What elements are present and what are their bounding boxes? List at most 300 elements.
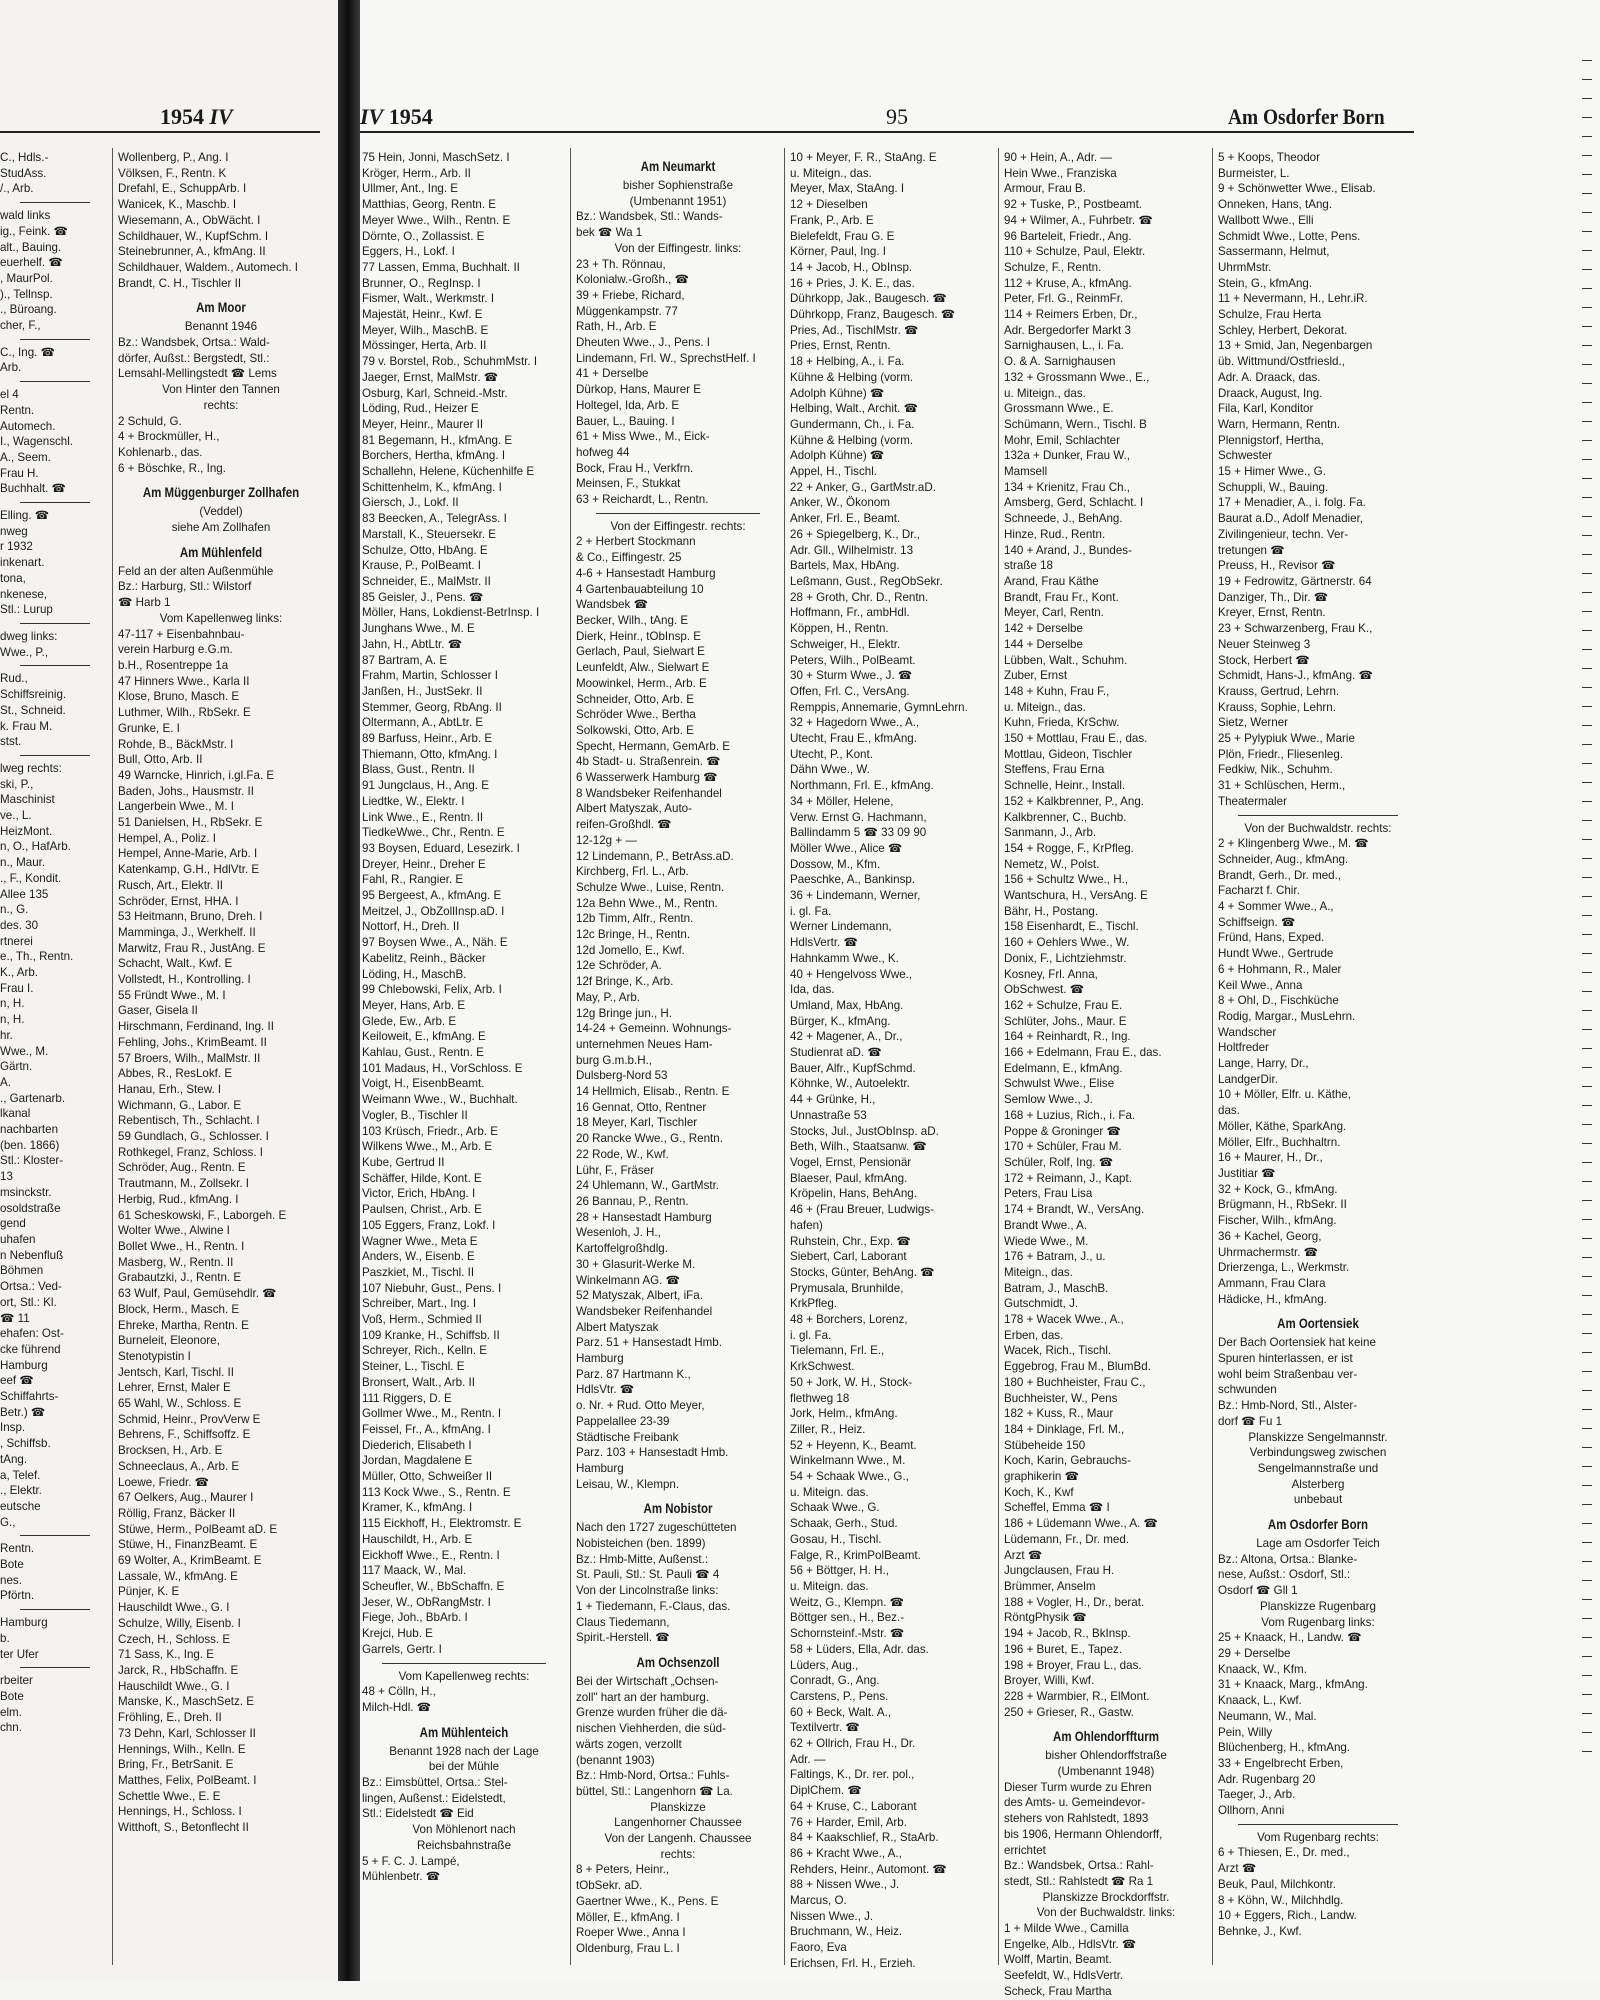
directory-entry: Bei der Wirtschaft „Ochsen- (576, 1674, 719, 1688)
ruler-tick (1582, 801, 1592, 820)
directory-entry: chn. (0, 1721, 22, 1735)
directory-entry: Bz.: Wandsbek, Ortsa.: Wald- (118, 336, 270, 350)
directory-entry: Stenotypistin I (118, 1349, 191, 1363)
directory-entry: tretungen ☎ (1218, 543, 1285, 557)
directory-entry: Schmid, Heinr., ProvVerw E (118, 1412, 261, 1426)
section-rule (382, 1663, 546, 1664)
street-note: rechts: (660, 1847, 696, 1861)
directory-entry: cke führend (0, 1342, 61, 1356)
right-column-divider-1 (570, 148, 571, 1965)
directory-entry: DiplChem. ☎ (790, 1784, 862, 1798)
directory-entry: Brandt, Gerh., Dr. med., (1218, 868, 1342, 882)
directory-entry: 95 Bergeest, A., kfmAng. E (362, 889, 502, 903)
directory-entry: Dieser Turm wurde zu Ehren (1004, 1780, 1152, 1794)
directory-entry: Rohde, B., BäckMstr. I (118, 737, 234, 751)
street-note: Lage am Osdorfer Teich (1256, 1537, 1380, 1551)
right-volume: IV (360, 104, 384, 129)
directory-entry: Hanau, Erh., Stew. I (118, 1082, 222, 1096)
directory-entry: Neuer Steinweg 3 (1218, 637, 1311, 651)
directory-entry: Miteign., das. (1004, 1265, 1073, 1279)
directory-entry: 184 + Dinklage, Frl. M., (1004, 1422, 1125, 1436)
street-note: Planskizze Rugenbarg (1259, 1599, 1376, 1613)
directory-entry: Schneider, Aug., kfmAng. (1218, 852, 1349, 866)
directory-entry: Milch-Hdl. ☎ (362, 1700, 432, 1714)
directory-entry: HeizMont. (0, 824, 53, 838)
street-note: siehe Am Zollhafen (171, 521, 271, 535)
directory-entry: Northmann, Frl. E., kfmAng. (790, 779, 934, 793)
directory-entry: 55 Fründt Wwe., M. I (118, 988, 226, 1002)
directory-entry: Appel, H., Tischl. (790, 465, 877, 479)
directory-entry: Wwe., P., (0, 645, 49, 659)
directory-entry: 86 + Kracht Wwe., A., (790, 1846, 902, 1860)
directory-entry: Drefahl, E., SchuppArb. I (118, 182, 247, 196)
directory-entry: Steiner, L., Tischl. E (362, 1360, 465, 1374)
directory-entry: Schüler, Rolf, Ing. ☎ (1004, 1156, 1114, 1169)
directory-entry: Nottorf, H., Dreh. II (362, 920, 460, 934)
directory-entry: Bz.: Wandsbek, Ortsa.: Rahl- (1004, 1859, 1154, 1873)
directory-entry: 47-117 + Eisenbahnbau- (118, 627, 245, 641)
directory-entry: Bähr, H., Postang. (1004, 904, 1099, 918)
directory-entry: Bartels, Max, HbAng. (790, 559, 900, 573)
directory-entry: Conradt, G., Ang. (790, 1674, 880, 1688)
ruler-tick (1582, 1086, 1592, 1105)
directory-entry: Hirschmann, Ferdinand, Ing. II (118, 1020, 274, 1034)
directory-entry: 2 Schuld, G. (118, 414, 182, 428)
directory-entry: Danziger, Th., Dir. ☎ (1218, 590, 1329, 604)
directory-entry: Erben, das. (1004, 1328, 1064, 1342)
directory-entry: Schwulst Wwe., Elise (1004, 1077, 1115, 1091)
directory-entry: Mohr, Emil, Schlachter (1004, 433, 1120, 447)
directory-entry: Meinsen, F., Stukkat (576, 477, 681, 491)
directory-entry: Hamburg (576, 1352, 624, 1366)
directory-entry: Fiege, Joh., BbArb. I (362, 1611, 468, 1625)
directory-entry: Der Bach Oortensiek hat keine (1218, 1336, 1376, 1350)
directory-entry: Anker, Frl. E., Beamt. (790, 512, 901, 526)
directory-entry: Baden, Johs., Hausmstr. II (118, 784, 254, 798)
directory-entry: Hauschildt Wwe., G. I (118, 1601, 230, 1615)
directory-entry: msinckstr. (0, 1185, 52, 1199)
directory-entry: A. (0, 1075, 11, 1089)
ruler-tick (1582, 858, 1592, 877)
directory-entry: Janßen, H., JustSekr. II (362, 684, 483, 698)
ruler-tick (1582, 497, 1592, 516)
directory-entry: 11 + Nevermann, H., Lehr.iR. (1218, 292, 1368, 306)
directory-entry: dweg links: (0, 629, 58, 643)
directory-entry: 97 Boysen Wwe., A., Näh. E (362, 936, 508, 950)
directory-entry: 32 + Kock, G., kfmAng. (1218, 1182, 1338, 1196)
right-column-2 (576, 150, 780, 1957)
ruler-tick (1582, 421, 1592, 440)
directory-entry: hofweg 44 (576, 445, 630, 459)
directory-entry: 168 + Luzius, Rich., i. Fa. (1004, 1108, 1136, 1122)
directory-entry: o. Nr. + Rud. Otto Meyer, (576, 1399, 705, 1413)
directory-entry: Lemsahl-Mellingstedt ☎ Lems (118, 367, 277, 381)
street-heading: Am Ohlendorffturm (1053, 1728, 1159, 1745)
ruler-tick (1582, 516, 1592, 535)
directory-entry: A., Seem. (0, 450, 51, 464)
directory-entry: Brügmann, H., RbSekr. II (1218, 1198, 1347, 1212)
directory-entry: Beuk, Paul, Milchkontr. (1218, 1877, 1336, 1891)
directory-entry: Schneider, Otto, Arb. E (576, 692, 694, 706)
directory-entry: Fila, Karl, Konditor (1218, 402, 1314, 416)
directory-entry: das. (1218, 1104, 1240, 1118)
directory-entry: errichtet (1004, 1843, 1046, 1857)
directory-entry: Loewe, Friedr. ☎ (118, 1475, 210, 1489)
directory-entry: Moowinkel, Herm., Arb. E (576, 676, 707, 690)
directory-entry: 62 + Ollrich, Frau H., Dr. (790, 1737, 916, 1751)
ruler-tick (1582, 117, 1592, 136)
ruler-tick (1582, 288, 1592, 307)
directory-entry: Rodig, Margar., MusLehrn. (1218, 1009, 1356, 1023)
directory-entry: schwunden (1218, 1383, 1277, 1397)
left-column-divider (112, 148, 113, 1965)
ruler-tick (1582, 136, 1592, 155)
ruler-tick (1582, 250, 1592, 269)
directory-entry: k. Frau M. (0, 719, 53, 733)
directory-entry: Pries, Ad., TischlMstr. ☎ (790, 323, 919, 337)
directory-entry: Blüchenberg, H., kfmAng. (1218, 1741, 1351, 1755)
directory-entry: ter Ufer (0, 1647, 39, 1661)
directory-entry: 6 + Hohmann, R., Maler (1218, 962, 1342, 976)
directory-entry: 152 + Kalkbrenner, P., Ang. (1004, 794, 1144, 808)
directory-entry: 25 + Knaack, H., Landw. ☎ (1218, 1631, 1362, 1645)
directory-entry: Remppis, Annemarie, GymnLehrn. (790, 700, 968, 714)
ruler-tick (1582, 1599, 1592, 1618)
directory-entry: LandgerDir. (1218, 1072, 1278, 1086)
directory-entry: Faltings, K., Dr. rer. pol., (790, 1768, 915, 1782)
directory-entry: KrkPfleg. (790, 1297, 838, 1311)
directory-entry: Link Wwe., E., Rentn. II (362, 810, 484, 824)
directory-entry: Peters, Frau Lisa (1004, 1187, 1093, 1201)
street-heading: Am Oortensiek (1277, 1315, 1359, 1332)
ruler-tick (1582, 1200, 1592, 1219)
directory-entry: Schneede, J., BehAng. (1004, 512, 1123, 526)
directory-entry: Oltermann, A., AbtLtr. E (362, 716, 484, 730)
ruler-tick (1582, 1390, 1592, 1409)
directory-entry: Meyer, Heinr., Maurer II (362, 417, 484, 431)
directory-entry: Stl.: Eidelstedt ☎ Eid (362, 1807, 474, 1821)
directory-entry: Bronsert, Walt., Arb. II (362, 1375, 475, 1389)
ruler-tick (1582, 1561, 1592, 1580)
directory-entry: 140 + Arand, J., Bundes- (1004, 543, 1132, 557)
directory-entry: Bz.: Hmb-Nord, Ortsa.: Fuhls- (576, 1769, 730, 1783)
directory-entry: 19 + Fedrowitz, Gärtnerstr. 64 (1218, 574, 1372, 588)
directory-entry: Körner, Paul, Ing. I (790, 245, 887, 259)
directory-entry: 10 + Eggers, Rich., Landw. (1218, 1909, 1357, 1923)
street-note: unbebaut (1293, 1493, 1343, 1507)
directory-entry: 107 Niebuhr, Gust., Pens. I (362, 1281, 502, 1295)
directory-entry: Carstens, P., Pens. (790, 1689, 889, 1703)
directory-entry: Anders, W., Eisenb. E (362, 1250, 475, 1264)
directory-entry: Schulze, Frau Herta (1218, 308, 1322, 322)
directory-entry: 13 + Smid, Jan, Negenbargen (1218, 339, 1373, 353)
left-page-header (160, 104, 233, 130)
directory-entry: Hein Wwe., Franziska (1004, 166, 1117, 180)
directory-entry: 32 + Hagedorn Wwe., A., (790, 716, 920, 730)
ruler-tick (1582, 896, 1592, 915)
directory-entry: Paeschke, A., Bankinsp. (790, 873, 916, 887)
directory-entry: nese, Außst.: Osdorf, Stl.: (1218, 1568, 1351, 1582)
directory-entry: Kühne & Helbing (vorm. (790, 433, 914, 447)
directory-entry: Mamminga, J., Werkhelf. II (118, 925, 256, 939)
directory-entry: 12g Bringe jun., H. (576, 1006, 673, 1020)
directory-entry: Holtfreder (1218, 1041, 1269, 1055)
directory-entry: Fahl, R., Rangier. E (362, 873, 464, 887)
directory-entry: n Nebenfluß (0, 1248, 64, 1262)
directory-entry: Kabelitz, Reinh., Bäcker (362, 951, 486, 965)
directory-entry: Fismer, Walt., Werkmstr. I (362, 292, 495, 306)
directory-entry: Spuren hinterlassen, er ist (1218, 1352, 1353, 1366)
directory-entry: Herbig, Rud., kfmAng. I (118, 1192, 239, 1206)
directory-entry: Wacek, Rich., Tischl. (1004, 1344, 1112, 1358)
right-column-4 (1004, 150, 1208, 2000)
directory-entry: 92 + Tuske, P., Postbeamt. (1004, 198, 1143, 212)
directory-entry: Klose, Bruno, Masch. E (118, 690, 240, 704)
directory-entry: 31 + Schlüschen, Herm., (1218, 779, 1346, 793)
directory-entry: Offen, Frl. C., VersAng. (790, 684, 910, 698)
ruler-tick (1582, 1428, 1592, 1447)
directory-entry: Hempel, Anne-Marie, Arb. I (118, 847, 258, 861)
directory-entry: Nemetz, W., Polst. (1004, 857, 1100, 871)
ruler-tick (1582, 1618, 1592, 1637)
directory-entry: Glede, Ew., Arb. E (362, 1014, 457, 1028)
ruler-tick (1582, 1409, 1592, 1428)
directory-entry: Böhmen (0, 1264, 44, 1278)
directory-entry: tAng. (0, 1452, 28, 1466)
directory-entry: Schildhauer, Waldem., Automech. I (118, 260, 299, 274)
directory-entry: 4 Gartenbauabteilung 10 (576, 582, 704, 596)
directory-entry: Uhrmachermstr. ☎ (1218, 1245, 1319, 1259)
directory-entry: lweg rechts: (0, 761, 62, 775)
directory-entry: Trautmann, M., Zollsekr. I (118, 1177, 250, 1191)
directory-entry: Ortsa.: Ved- (0, 1280, 62, 1294)
directory-entry: Broyer, Willi, Kwf. (1004, 1674, 1095, 1688)
directory-entry: Brandt Wwe., A. (1004, 1218, 1088, 1232)
directory-entry: Lange, Harry, Dr., (1218, 1057, 1309, 1071)
directory-entry: Rehders, Heinr., Automont. ☎ (790, 1862, 947, 1876)
directory-entry: Albert Matyszak, Auto- (576, 802, 692, 816)
right-page-header-left (360, 104, 433, 130)
street-note: Planskizze (650, 1800, 706, 1814)
ruler-tick (1582, 1181, 1592, 1200)
street-note: (Umbenannt 1948) (1057, 1765, 1155, 1779)
ruler-tick (1582, 212, 1592, 231)
directory-entry: 6 Wasserwerk Hamburg ☎ (576, 771, 718, 785)
directory-entry: Adr. — (790, 1752, 826, 1766)
directory-entry: Semlow Wwe., J. (1004, 1093, 1093, 1107)
section-rule (20, 665, 90, 666)
directory-entry: 115 Eickhoff, H., Elektromstr. E (362, 1517, 522, 1531)
directory-entry: KrkSchwest. (790, 1360, 855, 1374)
directory-entry: Wesenloh, J. H., (576, 1226, 661, 1240)
directory-entry: 4 + Sommer Wwe., A., (1218, 900, 1334, 914)
directory-entry: 8 + Ohl, D., Fischküche (1218, 994, 1339, 1008)
directory-entry: Bz.: Hmb-Mitte, Außenst.: (576, 1552, 709, 1566)
directory-entry: Pünjer, K. E (118, 1585, 180, 1599)
directory-entry: e., Th., Rentn. (0, 950, 74, 964)
directory-entry: ski, P., (0, 777, 34, 791)
directory-entry: 194 + Jacob, R., BkInsp. (1004, 1627, 1131, 1641)
directory-entry: Lüders, Aug., (790, 1658, 859, 1672)
directory-entry: Dörnte, O., Zollassist. E (362, 229, 485, 243)
directory-entry: 4 + Brockmüller, H., (118, 430, 220, 444)
street-note: Benannt 1928 nach der Lage (389, 1744, 539, 1758)
directory-entry: C., Ing. ☎ (0, 345, 56, 359)
directory-entry: ve., L. (0, 809, 32, 823)
directory-entry: büttel, Stl.: Langenhorn ☎ La. (576, 1784, 733, 1798)
directory-entry: gend (0, 1217, 26, 1231)
directory-entry: Wolff, Martin, Beamt. (1004, 1953, 1112, 1967)
directory-entry: Stocks, Günter, BehAng. ☎ (790, 1265, 935, 1279)
directory-entry: Jarck, R., HbSchaffn. E (118, 1663, 239, 1677)
directory-entry: 160 + Oehlers Wwe., W. (1004, 936, 1130, 950)
directory-entry: 28 + Groth, Chr. D., Rentn. (790, 590, 929, 604)
directory-entry: Neumann, W., Mal. (1218, 1709, 1317, 1723)
ruler-tick (1582, 155, 1592, 174)
directory-entry: reifen-Großhdl. ☎ (576, 818, 672, 832)
directory-entry: Frau I. (0, 981, 34, 995)
directory-entry: Ullmer, Ant., Ing. E (362, 182, 459, 196)
directory-entry: 164 + Reinhardt, R., Ing. (1004, 1030, 1131, 1044)
directory-entry: Nobisteichen (ben. 1899) (576, 1537, 706, 1551)
directory-entry: 148 + Kuhn, Frau F., (1004, 684, 1110, 698)
directory-entry: Wiede Wwe., M. (1004, 1234, 1089, 1248)
directory-entry: Seefeldt, W., HdlsVertr. (1004, 1969, 1124, 1983)
directory-entry: Maschinist (0, 793, 55, 807)
ruler-tick (1582, 79, 1592, 98)
directory-entry: 61 Scheskowski, F., Laborgeh. E (118, 1208, 287, 1222)
directory-entry: dörfer, Außst.: Bergstedt, Stl.: (118, 351, 270, 365)
directory-entry: 103 Krüsch, Friedr., Arb. E (362, 1124, 498, 1138)
directory-entry: 48 + Borchers, Lorenz, (790, 1313, 908, 1327)
directory-entry: 36 + Kachel, Georg, (1218, 1229, 1322, 1243)
directory-entry: Nach den 1727 zugeschütteten (576, 1521, 737, 1535)
directory-entry: Wanicek, K., Maschb. I (118, 198, 237, 212)
directory-entry: Osburg, Karl, Schneid.-Mstr. (362, 386, 508, 400)
directory-entry: St. Pauli, Stl.: St. Pauli ☎ 4 (576, 1568, 720, 1582)
directory-entry: Adr. Rugenbarg 20 (1218, 1772, 1316, 1786)
directory-entry: RöntgPhysik ☎ (1004, 1611, 1087, 1625)
section-rule (20, 755, 90, 756)
directory-entry: Brunner, O., RegInsp. I (362, 276, 481, 290)
directory-entry: alt., Bauing. (0, 240, 62, 254)
ruler-tick (1582, 649, 1592, 668)
directory-entry: 94 + Wilmer, A., Fuhrbetr. ☎ (1004, 213, 1153, 227)
directory-entry: Grabautzki, J., Rentn. E (118, 1271, 242, 1285)
directory-entry: 15 + Himer Wwe., G. (1218, 465, 1326, 479)
directory-entry: Holtegel, Ida, Arb. E (576, 398, 680, 412)
street-note: Von Hinter den Tannen (162, 383, 280, 397)
directory-entry: Koch, Karin, Gebrauchs- (1004, 1454, 1131, 1468)
directory-entry: Koch, K., Kwf (1004, 1485, 1074, 1499)
directory-entry: Donix, F., Lichtziehmstr. (1004, 951, 1127, 965)
directory-entry: Bauer, Alfr., KupfSchmd. (790, 1061, 916, 1075)
directory-entry: Peters, Wilh., PolBeamt. (790, 653, 916, 667)
ruler-tick (1582, 1504, 1592, 1523)
directory-entry: rtnerei (0, 934, 33, 948)
directory-entry: 150 + Mottlau, Frau E., das. (1004, 732, 1148, 746)
directory-entry: Studienrat aD. ☎ (790, 1046, 882, 1060)
directory-entry: Scheufler, W., BbSchaffn. E (362, 1579, 505, 1593)
directory-entry: 142 + Derselbe (1004, 622, 1083, 636)
directory-entry: 4-6 + Hansestadt Hamburg (576, 566, 716, 580)
ruler-tick (1582, 573, 1592, 592)
directory-entry: cher, F., (0, 319, 41, 333)
ruler-tick (1582, 953, 1592, 972)
street-heading: Am Moor (196, 299, 246, 316)
directory-entry: Blass, Gust., Rentn. II (362, 763, 475, 777)
directory-entry: Gundermann, Ch., i. Fa. (790, 417, 915, 431)
directory-entry: Kreyer, Ernst, Rentn. (1218, 606, 1326, 620)
ruler-tick (1582, 1485, 1592, 1504)
directory-entry: 14-24 + Gemeinn. Wohnungs- (576, 1022, 732, 1036)
directory-entry: Adr. Gll., Wilhelmistr. 13 (790, 543, 914, 557)
directory-entry: Rothkegel, Franz, Schloss. I (118, 1145, 263, 1159)
directory-entry: Leßmann, Gust., RegObSekr. (790, 574, 943, 588)
directory-entry: Luthmer, Wilh., RbSekr. E (118, 706, 251, 720)
directory-entry: Eggers, H., Lokf. I (362, 245, 455, 259)
directory-entry: I., Wagenschl. (0, 435, 74, 449)
street-heading: Am Müggenburger Zollhafen (142, 484, 300, 501)
left-volume: IV (209, 104, 233, 129)
directory-entry: St., Schneid. (0, 703, 66, 717)
directory-entry: 48 + Cölln, H., (362, 1685, 436, 1699)
directory-entry: 39 + Friebe, Richard, (576, 288, 685, 302)
ruler-tick (1582, 1143, 1592, 1162)
directory-entry: Hamburg (0, 1616, 48, 1630)
directory-entry: elm. (0, 1705, 22, 1719)
directory-entry: Kolonialw.-Großh., ☎ (576, 273, 690, 287)
directory-entry: Matthes, Felix, PolBeamt. I (118, 1773, 257, 1787)
directory-entry: Bruchmann, W., Heiz. (790, 1925, 903, 1939)
directory-entry: Claus Tiedemann, (576, 1615, 670, 1629)
directory-entry: Möller, Elfr., Buchhaltrn. (1218, 1135, 1341, 1149)
directory-entry: Vogel, Ernst, Pensionär (790, 1156, 912, 1169)
directory-entry: Sassermann, Helmut, (1218, 245, 1330, 259)
ruler-tick (1582, 611, 1592, 630)
directory-entry: Bz.: Hmb-Nord, Stl., Alster- (1218, 1399, 1358, 1413)
directory-entry: Ida, das. (790, 983, 835, 997)
street-heading: Am Mühlenteich (419, 1723, 509, 1740)
directory-entry: Schuppli, W., Bauing. (1218, 480, 1329, 494)
directory-entry: 17 + Menadier, A., i. folg. Fa. (1218, 496, 1366, 510)
ruler-tick (1582, 1162, 1592, 1181)
directory-entry: 69 Wolter, A., KrimBeamt. E (118, 1554, 262, 1568)
directory-entry: 132 + Grossmann Wwe., E., (1004, 370, 1150, 384)
directory-entry: Städtische Freibank (576, 1430, 679, 1444)
ruler-tick (1582, 630, 1592, 649)
directory-entry: Preuss, H., Revisor ☎ (1218, 559, 1336, 573)
directory-entry: nweg (0, 524, 28, 538)
directory-entry: 57 Broers, Wilh., MalMstr. II (118, 1051, 261, 1065)
directory-entry: Jordan, Magdalene E (362, 1454, 473, 1468)
ruler-tick (1582, 193, 1592, 212)
page-number: 95 (886, 104, 908, 129)
directory-entry: 110 + Schulze, Paul, Elektr. (1004, 245, 1146, 259)
directory-entry: Hauschildt, H., Arb. E (362, 1532, 473, 1546)
directory-entry: Schümann, Wern., Tischl. B (1004, 417, 1147, 431)
directory-entry: Fröhling, E., Dreh. II (118, 1711, 222, 1725)
directory-entry: 182 + Kuss, R., Maur (1004, 1407, 1114, 1421)
directory-entry: Wandscher (1218, 1025, 1277, 1039)
ruler-tick (1582, 478, 1592, 497)
directory-entry: Dheuten Wwe., J., Pens. I (576, 336, 711, 350)
ruler-tick (1582, 1656, 1592, 1675)
directory-entry: 81 Begemann, H., kfmAng. E (362, 433, 513, 447)
directory-entry: 87 Bartram, A. E (362, 653, 448, 667)
directory-entry: u. Miteign., das. (1004, 386, 1086, 400)
directory-entry: Elling. ☎ (0, 509, 50, 523)
